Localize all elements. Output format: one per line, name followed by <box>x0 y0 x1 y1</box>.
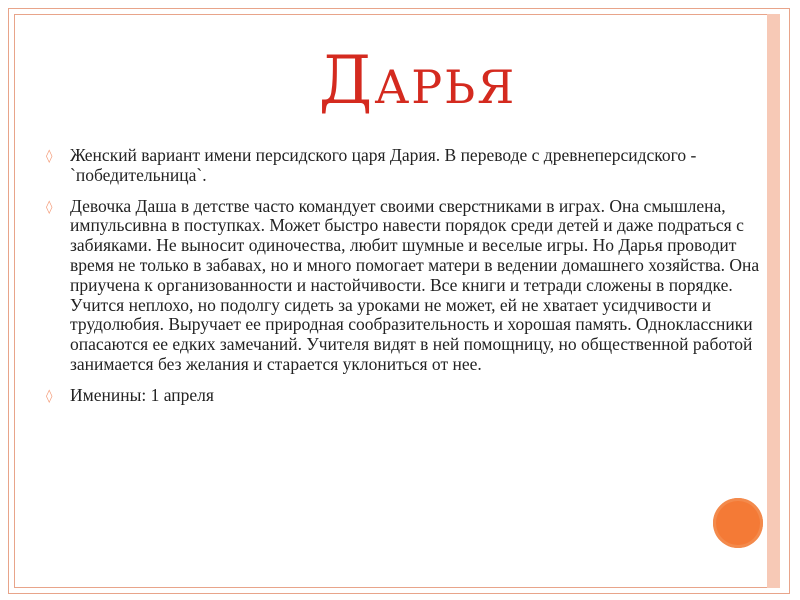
list-item-text: Именины: 1 апреля <box>70 384 214 405</box>
list-item-text: Женский вариант имени персидского царя Дария. В переводе с древнеперсидского - `победительница`. <box>70 145 697 185</box>
diamond-bullet-icon: ◊ <box>46 199 53 215</box>
list-item <box>44 146 764 186</box>
list-item <box>44 386 764 406</box>
bullet-list <box>44 146 764 417</box>
list-item <box>44 197 764 375</box>
list-item-text: Девочка Даша в детстве часто командует своими сверстниками в играх. Она смышлена, импульсивна в поступках. Может быстро навести порядок среди детей и даже подраться с забияками. Не выносит одиночества, любит шумные и веселые игры. Но Дарья проводит время не только в забавах, но и много помогает матери в ведении домашнего хозяйства. Она приучена к организованности и настойчивости. Все книги и тетради сложены в порядке. Учится неплохо, но подолгу сидеть за уроками не может, ей не хватает усидчивости и трудолюбия. Выручает ее природная сообразительность и хорошая память. Одноклассники опасаются ее едких замечаний. Учителя видят в ней помощницу, но общественной работой занимается без желания и старается уклониться от нее. <box>70 195 760 374</box>
diamond-bullet-icon: ◊ <box>46 149 53 164</box>
slide-title: Дарья <box>318 42 517 119</box>
accent-circle <box>713 498 763 548</box>
diamond-bullet-icon: ◊ <box>46 388 53 404</box>
